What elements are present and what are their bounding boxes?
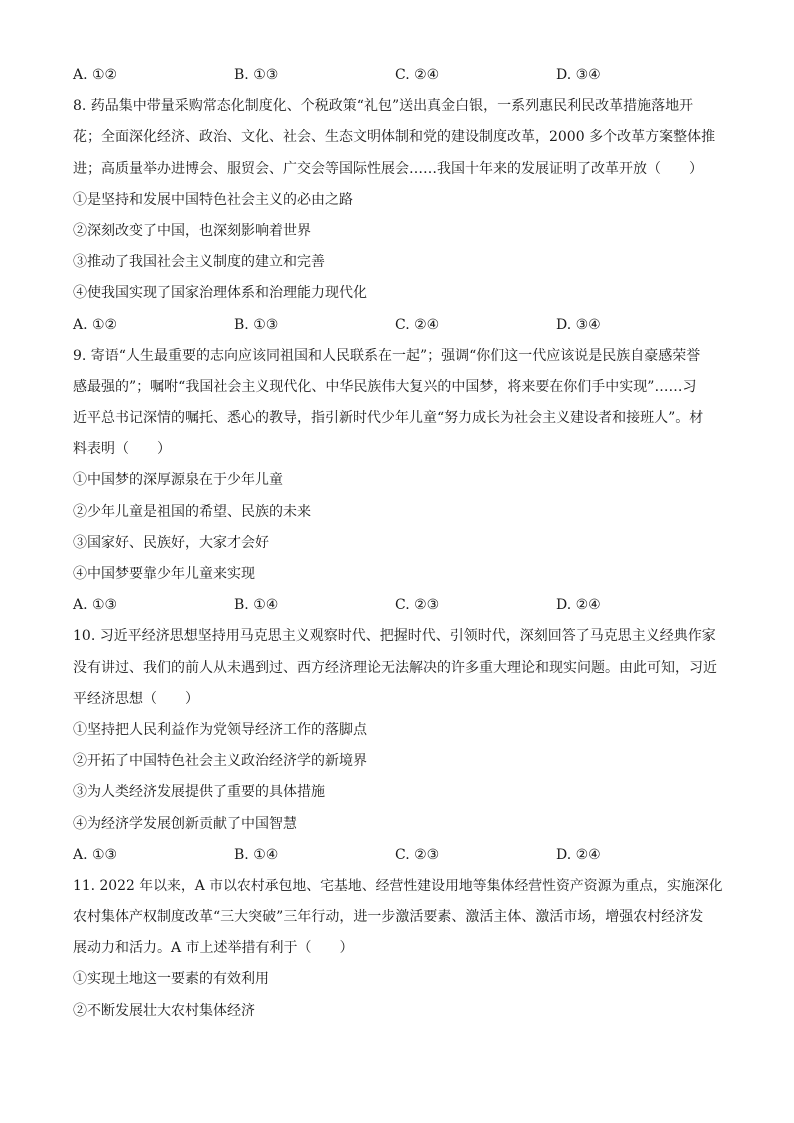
statement-item: ①中国梦的深厚源泉在于少年儿童 bbox=[73, 472, 283, 489]
option-d: D. ②④ bbox=[556, 846, 601, 863]
statement-item: ②深刻改变了中国，也深刻影响着世界 bbox=[73, 222, 311, 239]
statement-item: ③为人类经济发展提供了重要的具体措施 bbox=[73, 784, 325, 801]
question-stem-line: 10. 习近平经济思想坚持用马克思主义观察时代、把握时代、引领时代，深刻回答了马克思主义经典作家 bbox=[73, 628, 716, 645]
question-stem-line: 近平总书记深情的嘱托、悉心的教导，指引新时代少年儿童“努力成长为社会主义建设者和接班人”。材 bbox=[73, 410, 704, 427]
options-row bbox=[73, 592, 723, 623]
question-stem-line: 展动力和活力。A 市上述举措有利于（ ） bbox=[73, 940, 354, 957]
option-d: D. ②④ bbox=[556, 597, 601, 614]
statement-item: ④为经济学发展创新贡献了中国智慧 bbox=[73, 815, 297, 832]
question-stem-line: 花；全面深化经济、政治、文化、社会、生态文明体制和党的建设制度改革，2000 多个改革方案整体推 bbox=[73, 129, 716, 146]
options-row bbox=[73, 842, 723, 873]
option-c: C. ②③ bbox=[395, 597, 440, 614]
statement-item: ②开拓了中国特色社会主义政治经济学的新境界 bbox=[73, 753, 367, 770]
option-b: B. ①④ bbox=[234, 846, 279, 863]
question-8 bbox=[73, 93, 723, 343]
statement-item: ④中国梦要靠少年儿童来实现 bbox=[73, 566, 255, 582]
question-stem-line: 9. 寄语“人生最重要的志向应该同祖国和人民联系在一起”；强调“你们这一代应该说是民族自豪感荣誉 bbox=[73, 347, 701, 364]
question-stem-line: 感最强的”；嘱咐“我国社会主义现代化、中华民族伟大复兴的中国梦，将来要在你们手中实现”……习 bbox=[73, 378, 697, 395]
options-row-q7 bbox=[73, 62, 723, 93]
option-b: B. ①③ bbox=[234, 316, 279, 333]
option-c: C. ②④ bbox=[395, 316, 440, 333]
statement-item: ①实现土地这一要素的有效利用 bbox=[73, 971, 269, 988]
option-a: A. ①③ bbox=[73, 846, 118, 863]
statement-item: ②不断发展壮大农村集体经济 bbox=[73, 1002, 255, 1019]
statement-item: ③国家好、民族好，大家才会好 bbox=[73, 534, 269, 551]
option-d: D. ③④ bbox=[556, 316, 601, 333]
option-a: A. ①③ bbox=[73, 597, 118, 614]
option-c: C. ②③ bbox=[395, 846, 440, 863]
question-stem-line: 农村集体产权制度改革“三大突破”三年行动，进一步激活要素、激活主体、激活市场，增强农村经济发 bbox=[73, 909, 704, 926]
question-10 bbox=[73, 623, 723, 873]
option-a: A. ①② bbox=[73, 67, 118, 83]
statement-item: ①坚持把人民利益作为党领导经济工作的落脚点 bbox=[73, 721, 367, 738]
question-stem-line: 没有讲过、我们的前人从未遇到过、西方经济理论无法解决的许多重大理论和现实问题。由此可知，习近 bbox=[73, 659, 717, 676]
option-b: B. ①③ bbox=[234, 67, 279, 83]
statement-item: ①是坚持和发展中国特色社会主义的必由之路 bbox=[73, 191, 353, 208]
question-11 bbox=[73, 873, 723, 1029]
option-d: D. ③④ bbox=[556, 67, 601, 83]
question-stem-line: 11. 2022 年以来，A 市以农村承包地、宅基地、经营性建设用地等集体经营性资产资源为重点，实施深化 bbox=[73, 877, 723, 894]
page-content bbox=[73, 62, 723, 1029]
question-9 bbox=[73, 343, 723, 624]
question-stem-line: 8. 药品集中带量采购常态化制度化、个税政策“礼包”送出真金白银，一系列惠民利民改革措施落地开 bbox=[73, 98, 694, 115]
statement-item: ④使我国实现了国家治理体系和治理能力现代化 bbox=[73, 285, 367, 302]
statement-item: ③推动了我国社会主义制度的建立和完善 bbox=[73, 254, 325, 271]
option-b: B. ①④ bbox=[234, 597, 279, 614]
question-stem-line: 料表明（ ） bbox=[73, 441, 171, 458]
option-a: A. ①② bbox=[73, 316, 118, 333]
options-row bbox=[73, 312, 723, 343]
option-c: C. ②④ bbox=[395, 67, 440, 83]
question-stem-line: 平经济思想（ ） bbox=[73, 690, 199, 707]
question-stem-line: 进；高质量举办进博会、服贸会、广交会等国际性展会……我国十年来的发展证明了改革开放（ ） bbox=[73, 160, 703, 177]
statement-item: ②少年儿童是祖国的希望、民族的未来 bbox=[73, 503, 311, 520]
